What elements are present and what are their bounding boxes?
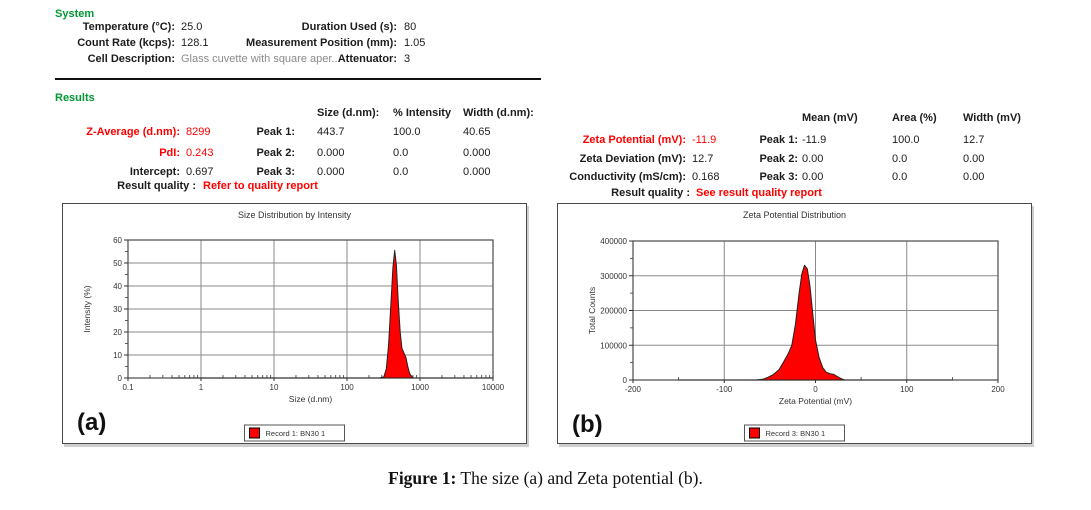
legend-label: Record 1: BN30 1: [265, 429, 326, 438]
system-label-cell-description: Cell Description:: [87, 53, 175, 65]
size-peak2-width: 0.000: [463, 147, 491, 159]
intercept-value: 0.697: [186, 166, 214, 178]
chart-title: Size Distribution by Intensity: [237, 210, 352, 220]
size-peak3-label: Peak 3:: [256, 166, 295, 178]
system-value-count-rate: 128.1: [181, 37, 209, 49]
chart-canvas: [558, 204, 1031, 443]
size-distribution-chart: [62, 203, 527, 444]
chart-title: Zeta Potential Distribution: [742, 210, 847, 220]
size-peak1-size: 443.7: [317, 126, 345, 138]
y-tick-label: 100000: [600, 341, 627, 351]
zeta-peak3-area: 0.0: [892, 171, 908, 183]
x-tick-label: 1: [198, 383, 204, 392]
size-peak3-intensity: 0.0: [393, 166, 409, 178]
size-header-size: Size (d.nm):: [317, 107, 380, 119]
system-label-temperature: Temperature (°C):: [82, 21, 175, 33]
y-tick-label: 0: [622, 376, 627, 385]
results-section-title: Results: [55, 92, 95, 104]
x-tick-label: 100: [340, 383, 354, 392]
figure-caption-text: The size (a) and Zeta potential (b).: [456, 468, 703, 488]
zeta-header-mean: Mean (mV): [802, 112, 858, 124]
legend: [245, 425, 345, 441]
y-tick-label: 50: [113, 259, 122, 268]
legend-swatch: [250, 428, 260, 438]
size-header-width: Width (d.nm):: [463, 107, 534, 119]
intercept-label: Intercept:: [129, 166, 180, 178]
z-average-label: Z-Average (d.nm):: [86, 126, 180, 138]
zeta-peak1-width: 12.7: [963, 134, 985, 146]
y-tick-label: 0: [117, 374, 122, 383]
y-tick-label: 60: [113, 236, 122, 245]
size-peak1-width: 40.65: [463, 126, 491, 138]
pdi-label: PdI:: [159, 147, 180, 159]
system-label-attenuator: Attenuator:: [337, 53, 397, 65]
system-value-duration-used: 80: [404, 21, 417, 33]
system-label-measurement-position: Measurement Position (mm):: [246, 37, 397, 49]
zeta-deviation-label: Zeta Deviation (mV):: [579, 153, 686, 165]
zeta-result-quality-label: Result quality :: [611, 187, 690, 199]
zeta-deviation-value: 12.7: [692, 153, 714, 165]
x-tick-label: 0.1: [122, 383, 134, 392]
conductivity-value: 0.168: [692, 171, 720, 183]
system-value-cell-description: Glass cuvette with square aper...: [181, 53, 341, 65]
x-tick-label: 0: [813, 385, 818, 394]
zeta-peak1-mean: -11.9: [802, 134, 827, 146]
zeta-peak3-mean: 0.00: [802, 171, 824, 183]
system-value-measurement-position: 1.05: [404, 37, 426, 49]
x-tick-label: 10: [269, 383, 279, 392]
zeta-result-quality-value: See result quality report: [696, 187, 822, 199]
chart-canvas: [63, 204, 526, 443]
figure-caption: [0, 468, 1091, 489]
size-peak3-size: 0.000: [317, 166, 345, 178]
size-result-quality-label: Result quality :: [117, 180, 196, 192]
zeta-header-area: Area (%): [892, 112, 937, 124]
zeta-peak2-area: 0.0: [892, 153, 908, 165]
x-tick-label: 1000: [411, 383, 429, 392]
system-label-duration-used: Duration Used (s):: [301, 21, 397, 33]
x-tick-label: 10000: [481, 383, 505, 392]
zeta-potential-distribution-chart: [557, 203, 1032, 444]
zeta-peak1-label: Peak 1:: [759, 134, 798, 146]
size-peak1-intensity: 100.0: [393, 126, 421, 138]
system-label-count-rate: Count Rate (kcps):: [77, 37, 175, 49]
y-tick-label: 10: [113, 351, 122, 360]
x-tick-label: 100: [900, 385, 914, 394]
x-tick-label: -100: [716, 385, 733, 394]
zeta-peak2-label: Peak 2:: [759, 153, 798, 165]
size-peak3-width: 0.000: [463, 166, 491, 178]
y-axis-label: Total Counts: [587, 286, 597, 335]
figure-caption-prefix: Figure 1:: [388, 468, 457, 488]
y-tick-label: 20: [113, 328, 122, 337]
y-tick-label: 300000: [600, 271, 627, 281]
zeta-potential-label: Zeta Potential (mV):: [582, 134, 686, 146]
size-peak2-size: 0.000: [317, 147, 345, 159]
system-value-temperature: 25.0: [181, 21, 203, 33]
y-tick-label: 40: [113, 282, 122, 291]
section-divider: [55, 78, 541, 80]
x-axis-label: Zeta Potential (mV): [778, 396, 853, 406]
zeta-peak3-width: 0.00: [963, 171, 985, 183]
legend: [745, 425, 845, 441]
size-peak1-label: Peak 1:: [256, 126, 295, 138]
size-peak2-intensity: 0.0: [393, 147, 409, 159]
size-header-intensity: % Intensity: [393, 107, 452, 119]
zeta-potential-value: -11.9: [692, 134, 717, 146]
y-tick-label: 200000: [600, 306, 627, 316]
system-value-attenuator: 3: [404, 53, 411, 65]
system-section-title: System: [55, 8, 95, 20]
pdi-value: 0.243: [186, 147, 214, 159]
panel-label: (b): [572, 411, 603, 438]
x-tick-label: 200: [991, 385, 1005, 394]
y-tick-label: 30: [113, 305, 122, 314]
distribution-curve: [172, 250, 493, 378]
size-peak2-label: Peak 2:: [256, 147, 295, 159]
x-axis-label: Size (d.nm): [288, 394, 333, 404]
y-axis-label: Intensity (%): [82, 285, 92, 333]
zeta-peak3-label: Peak 3:: [759, 171, 798, 183]
legend-swatch: [750, 428, 760, 438]
x-tick-label: -200: [624, 385, 642, 394]
legend-label: Record 3: BN30 1: [765, 429, 826, 438]
size-result-quality-value: Refer to quality report: [203, 180, 318, 192]
y-tick-label: 400000: [600, 237, 627, 246]
panel-label: (a): [77, 409, 107, 436]
zeta-peak1-area: 100.0: [892, 134, 920, 146]
conductivity-label: Conductivity (mS/cm):: [569, 171, 686, 183]
zeta-peak2-width: 0.00: [963, 153, 985, 165]
zeta-header-width: Width (mV): [963, 112, 1021, 124]
z-average-value: 8299: [186, 126, 211, 138]
zeta-peak2-mean: 0.00: [802, 153, 824, 165]
